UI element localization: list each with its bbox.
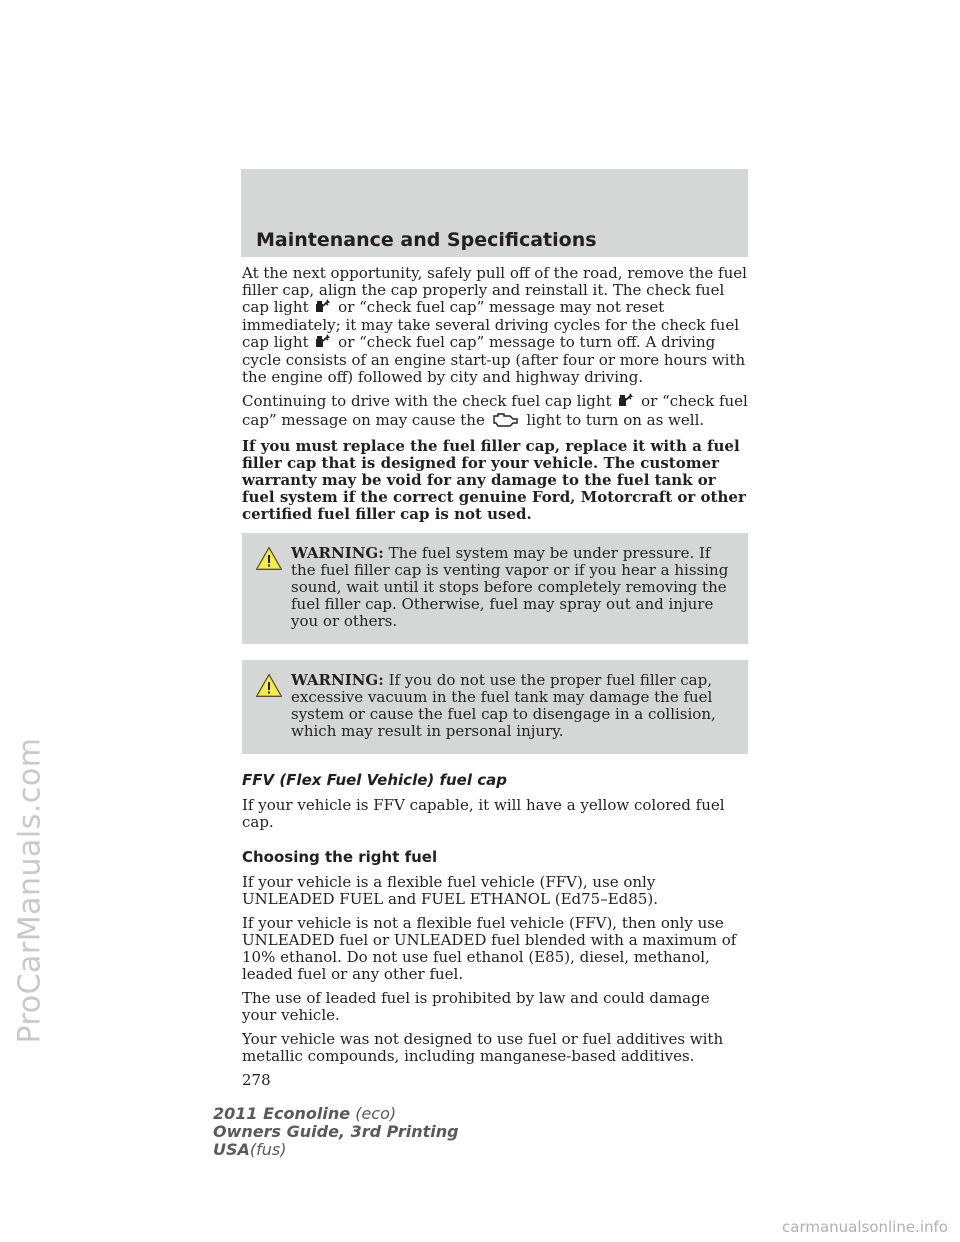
warning-triangle-icon — [256, 674, 282, 701]
choosing-paragraph: Your vehicle was not designed to use fuel or fuel additives with metallic compounds, including manganese-based additives. — [242, 1030, 724, 1065]
document-footer — [213, 1105, 459, 1159]
warning-content — [255, 672, 735, 740]
ffv-paragraph: If your vehicle is FFV capable, it will have a yellow colored fuel cap. — [242, 796, 725, 831]
page-number: 278 — [242, 1071, 271, 1089]
section-header — [241, 169, 748, 257]
footer-market: USA — [213, 1140, 250, 1159]
warning-label: WARNING: — [291, 671, 384, 689]
paragraph-text: or “check fuel cap” message to turn off. A driving cycle consists of an engine start-up (after four or more hours with the engine off) followed by city and highway driving. — [242, 333, 746, 386]
footer-model-code: (eco) — [355, 1104, 397, 1123]
footer-model: 2011 Econoline — [213, 1104, 351, 1123]
warning-triangle-icon — [256, 547, 282, 574]
paragraph-text: Continuing to drive with the check fuel cap light — [242, 392, 612, 410]
warning-content — [255, 545, 735, 630]
paragraph-replace-cap: If you must replace the fuel filler cap, replace it with a fuel filler cap that is designed for your vehicle. The customer warranty may be void for any damage to the fuel tank or fuel system if the correct genuine Ford, Motorcraft or other certified fuel filler cap is not used. — [242, 437, 746, 523]
footer-line — [213, 1123, 459, 1141]
choosing-paragraph: If your vehicle is a flexible fuel vehicle (FFV), use only UNLEADED FUEL and FUEL ETHANOL (Ed75–Ed85). — [242, 873, 658, 908]
section-title: Maintenance and Specifications — [256, 229, 597, 251]
paragraph-text: light to turn on as well. — [526, 411, 705, 429]
footer-line — [213, 1105, 459, 1123]
bottom-watermark: carmanualsonline.info — [782, 1218, 948, 1236]
paragraph-text: or “check fuel cap” message may not reset immediately; it may take several driving cycles for the check fuel cap light — [242, 298, 739, 351]
choosing-paragraph: The use of leaded fuel is prohibited by law and could damage your vehicle. — [242, 989, 710, 1024]
choosing-paragraph: If your vehicle is not a flexible fuel vehicle (FFV), then only use UNLEADED fuel or UNLEADED fuel blended with a maximum of 10% ethanol. Do not use fuel ethanol (E85), diesel, methanol, leaded fuel or any other fuel. — [242, 914, 737, 983]
warning-box — [242, 660, 748, 754]
footer-line — [213, 1141, 459, 1159]
check-fuel-cap-icon — [618, 393, 634, 411]
paragraph-text: At the next opportunity, safely pull off of the road, remove the fuel filler cap, align the cap properly and reinstall it. The check fuel cap light — [242, 264, 747, 316]
footer-market-code: (fus) — [249, 1140, 287, 1159]
check-fuel-cap-icon — [315, 299, 331, 317]
check-engine-icon — [492, 411, 520, 431]
check-fuel-cap-icon — [315, 334, 331, 352]
paragraph-continuing — [242, 393, 748, 431]
side-watermark — [4, 540, 56, 1240]
warning-label: WARNING: — [291, 544, 384, 562]
side-watermark-text: ProCarManuals.com — [12, 736, 48, 1044]
warning-box — [242, 533, 748, 644]
paragraph-text: or “check fuel cap” message on may cause the — [242, 392, 748, 429]
warning-text: The fuel system may be under pressure. If the fuel filler cap is venting vapor or if you hear a hissing sound, wait until it stops before completely removing the fuel filler cap. Otherwise, fuel may spray out and injure you or others. — [291, 544, 729, 630]
ffv-heading: FFV (Flex Fuel Vehicle) fuel cap — [242, 771, 507, 789]
warning-text: If you do not use the proper fuel filler cap, excessive vacuum in the fuel tank may damage the fuel system or cause the fuel cap to disengage in a collision, which may result in personal injury. — [291, 671, 716, 740]
page-content — [242, 265, 748, 1089]
choosing-fuel-heading: Choosing the right fuel — [242, 848, 438, 866]
paragraph-reinstall-cap — [242, 265, 748, 386]
footer-guide: Owners Guide, 3rd Printing — [213, 1122, 459, 1141]
